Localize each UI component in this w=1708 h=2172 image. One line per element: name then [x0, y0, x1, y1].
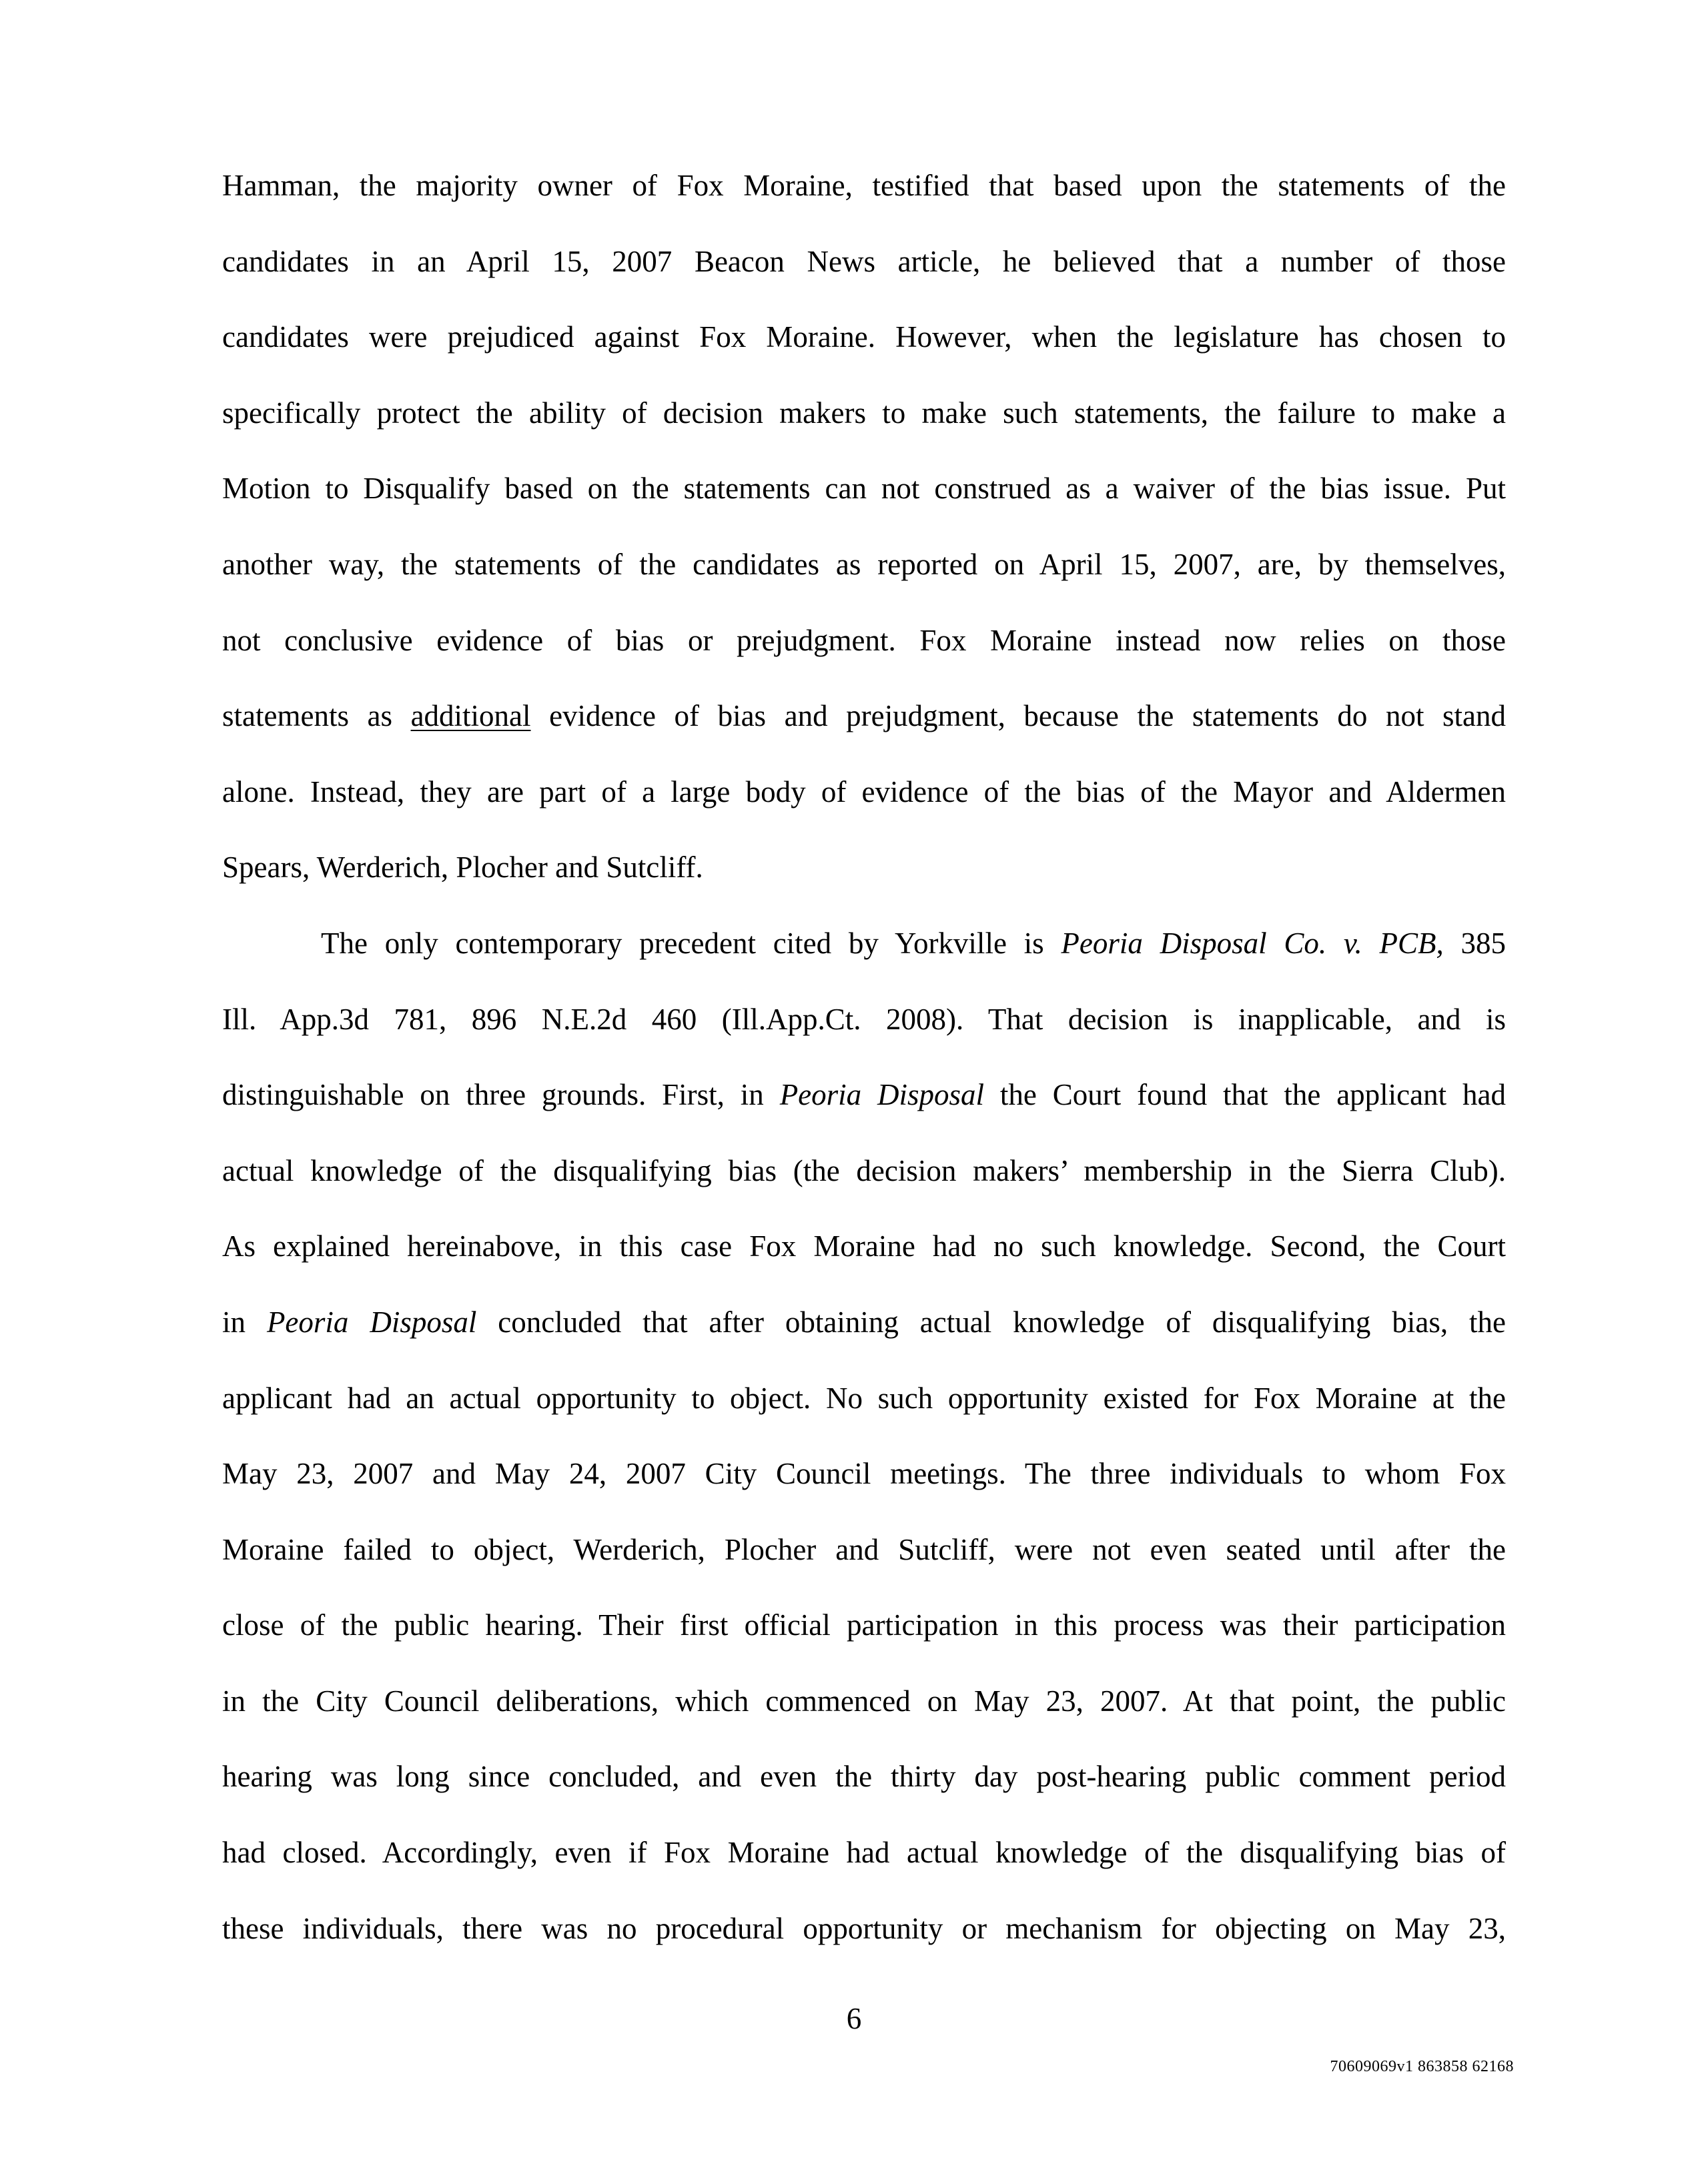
text-line	[222, 678, 1506, 754]
text-line: Spears, Werderich, Plocher and Sutcliff.	[222, 851, 703, 885]
text-segment: concluded that after obtaining actual knowledge of disqualifying bias, the	[476, 1305, 1506, 1339]
text-line: had closed. Accordingly, even if Fox Moraine had actual knowledge of the disqualifying bias of	[222, 1836, 1506, 1870]
text-segment: The only contemporary precedent cited by Yorkville is	[321, 926, 1061, 960]
text-segment: statements as	[222, 699, 411, 733]
text-line: another way, the statements of the candidates as reported on April 15, 2007, are, by themselves,	[222, 547, 1506, 581]
text-line	[222, 1285, 1506, 1361]
text-line: Moraine failed to object, Werderich, Plocher and Sutcliff, were not even seated until after the	[222, 1532, 1506, 1566]
text-line: actual knowledge of the disqualifying bias (the decision makers’ membership in the Sierra Club).	[222, 1153, 1506, 1187]
text-line: applicant had an actual opportunity to object. No such opportunity existed for Fox Moraine at the	[222, 1381, 1506, 1415]
document-body	[222, 148, 1506, 1967]
text-segment: evidence of bias and prejudgment, because the statements do not stand	[530, 699, 1506, 733]
case-citation: Peoria Disposal Co. v. PCB,	[1061, 926, 1444, 960]
text-line: candidates in an April 15, 2007 Beacon News article, he believed that a number of those	[222, 244, 1506, 278]
case-citation: Peoria Disposal	[779, 1078, 985, 1112]
text-line: As explained hereinabove, in this case Fox Moraine had no such knowledge. Second, the Court	[222, 1229, 1506, 1263]
page-number: 6	[846, 2002, 862, 2035]
paragraph-1	[222, 148, 1506, 906]
underlined-text: additional	[410, 699, 531, 733]
text-line: Motion to Disqualify based on the statements can not construed as a waiver of the bias issue. Put	[222, 472, 1506, 506]
text-line: specifically protect the ability of decision makers to make such statements, the failure to make a	[222, 396, 1506, 430]
text-line: Ill. App.3d 781, 896 N.E.2d 460 (Ill.App.Ct. 2008). That decision is inapplicable, and is	[222, 1002, 1506, 1036]
case-citation: Peoria Disposal	[266, 1305, 477, 1339]
text-segment: distinguishable on three grounds. First, in	[222, 1078, 780, 1112]
text-segment: the Court found that the applicant had	[984, 1078, 1506, 1112]
text-line: Hamman, the majority owner of Fox Moraine, testified that based upon the statements of the	[222, 169, 1506, 202]
text-line: these individuals, there was no procedural opportunity or mechanism for objecting on May 23,	[222, 1911, 1506, 1945]
text-line	[222, 906, 1506, 982]
text-line: May 23, 2007 and May 24, 2007 City Council meetings. The three individuals to whom Fox	[222, 1457, 1506, 1491]
text-line: alone. Instead, they are part of a large body of evidence of the bias of the Mayor and Aldermen	[222, 774, 1506, 808]
text-line: candidates were prejudiced against Fox Moraine. However, when the legislature has chosen to	[222, 320, 1506, 354]
paragraph-2	[222, 906, 1506, 1967]
document-id: 70609069v1 863858 62168	[1330, 2058, 1514, 2075]
text-line	[222, 1057, 1506, 1133]
text-line: not conclusive evidence of bias or prejudgment. Fox Moraine instead now relies on those	[222, 623, 1506, 657]
text-line: in the City Council deliberations, which commenced on May 23, 2007. At that point, the public	[222, 1684, 1506, 1718]
text-segment: in	[222, 1305, 267, 1339]
text-line: close of the public hearing. Their first official participation in this process was their participation	[222, 1608, 1506, 1642]
text-line: hearing was long since concluded, and even the thirty day post-hearing public comment period	[222, 1760, 1506, 1794]
text-segment: 385	[1443, 926, 1507, 960]
